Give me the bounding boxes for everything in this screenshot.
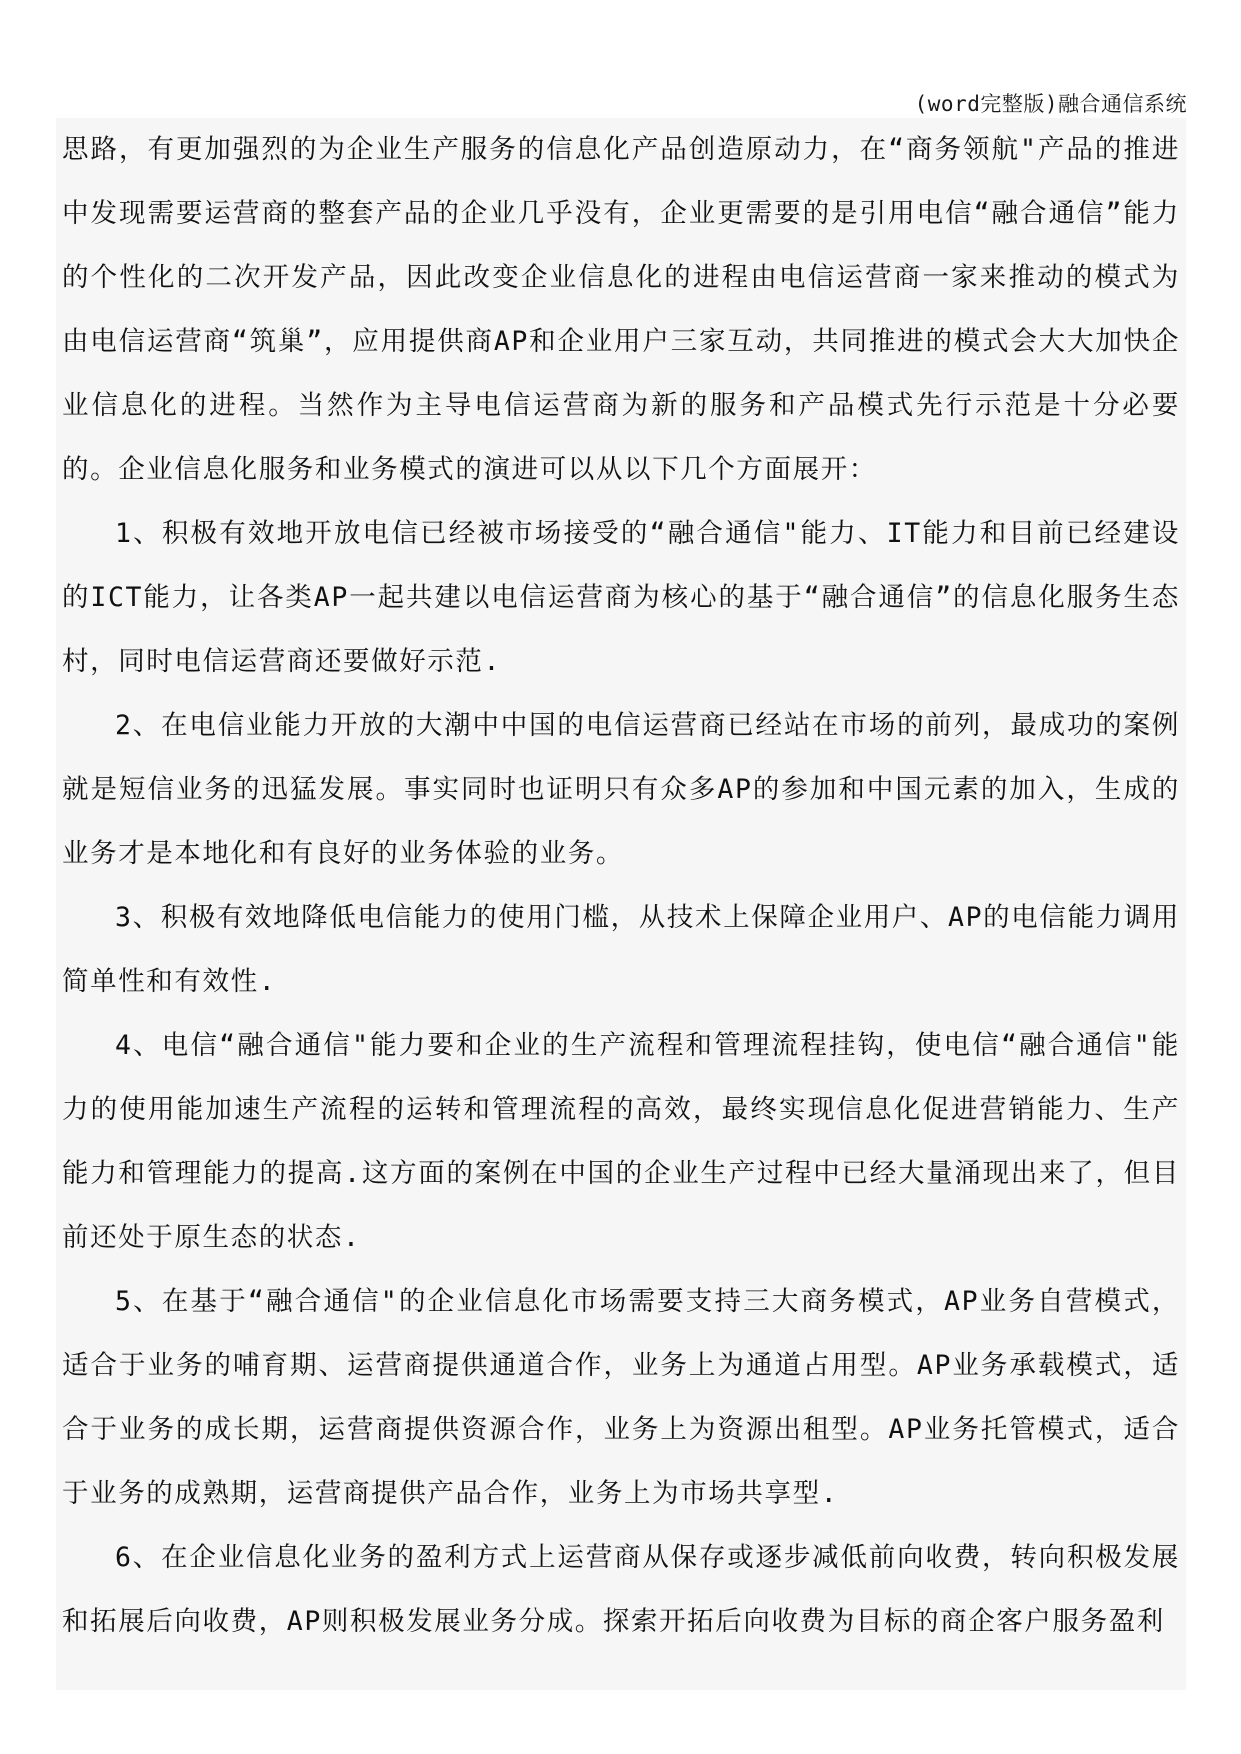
paragraph-intro: 思路，有更加强烈的为企业生产服务的信息化产品创造原动力，在“商务领航"产品的推进中发现需要运营商的整套产品的企业几乎没有，企业更需要的是引用电信“融合通信”能力的个性化的二次开发产品，因此改变企业信息化的进程由电信运营商一家来推动的模式为由电信运营商“筑巢”，应用提供商AP和企业用户三家互动，共同推进的模式会大大加快企业信息化的进程。当然作为主导电信运营商为新的服务和产品模式先行示范是十分必要的。企业信息化服务和业务模式的演进可以从以下几个方面展开：	[62, 134, 1180, 485]
paragraph-item-1: 1、积极有效地开放电信已经被市场接受的“融合通信"能力、IT能力和目前已经建设的ICT能力，让各类AP一起共建以电信运营商为核心的基于“融合通信”的信息化服务生态村，同时电信运营商还要做好示范.	[62, 518, 1180, 677]
document-header: (word完整版)融合通信系统	[914, 92, 1187, 116]
paragraph-item-6: 6、在企业信息化业务的盈利方式上运营商从保存或逐步减低前向收费，转向积极发展和拓展后向收费，AP则积极发展业务分成。探索开拓后向收费为目标的商企客户服务盈利	[62, 1542, 1180, 1637]
paragraph-item-3: 3、积极有效地降低电信能力的使用门槛，从技术上保障企业用户、AP的电信能力调用简单性和有效性.	[62, 902, 1180, 997]
document-body	[56, 118, 1186, 1690]
paragraph-item-2: 2、在电信业能力开放的大潮中中国的电信运营商已经站在市场的前列，最成功的案例就是短信业务的迅猛发展。事实同时也证明只有众多AP的参加和中国元素的加入，生成的业务才是本地化和有良好的业务体验的业务。	[62, 710, 1180, 869]
paragraph-item-4: 4、电信“融合通信"能力要和企业的生产流程和管理流程挂钩，使电信“融合通信"能力的使用能加速生产流程的运转和管理流程的高效，最终实现信息化促进营销能力、生产能力和管理能力的提高.这方面的案例在中国的企业生产过程中已经大量涌现出来了，但目前还处于原生态的状态.	[62, 1030, 1180, 1253]
paragraph-item-5: 5、在基于“融合通信"的企业信息化市场需要支持三大商务模式，AP业务自营模式，适合于业务的哺育期、运营商提供通道合作，业务上为通道占用型。AP业务承载模式，适合于业务的成长期，运营商提供资源合作，业务上为资源出租型。AP业务托管模式，适合于业务的成熟期，运营商提供产品合作，业务上为市场共享型.	[62, 1286, 1180, 1509]
